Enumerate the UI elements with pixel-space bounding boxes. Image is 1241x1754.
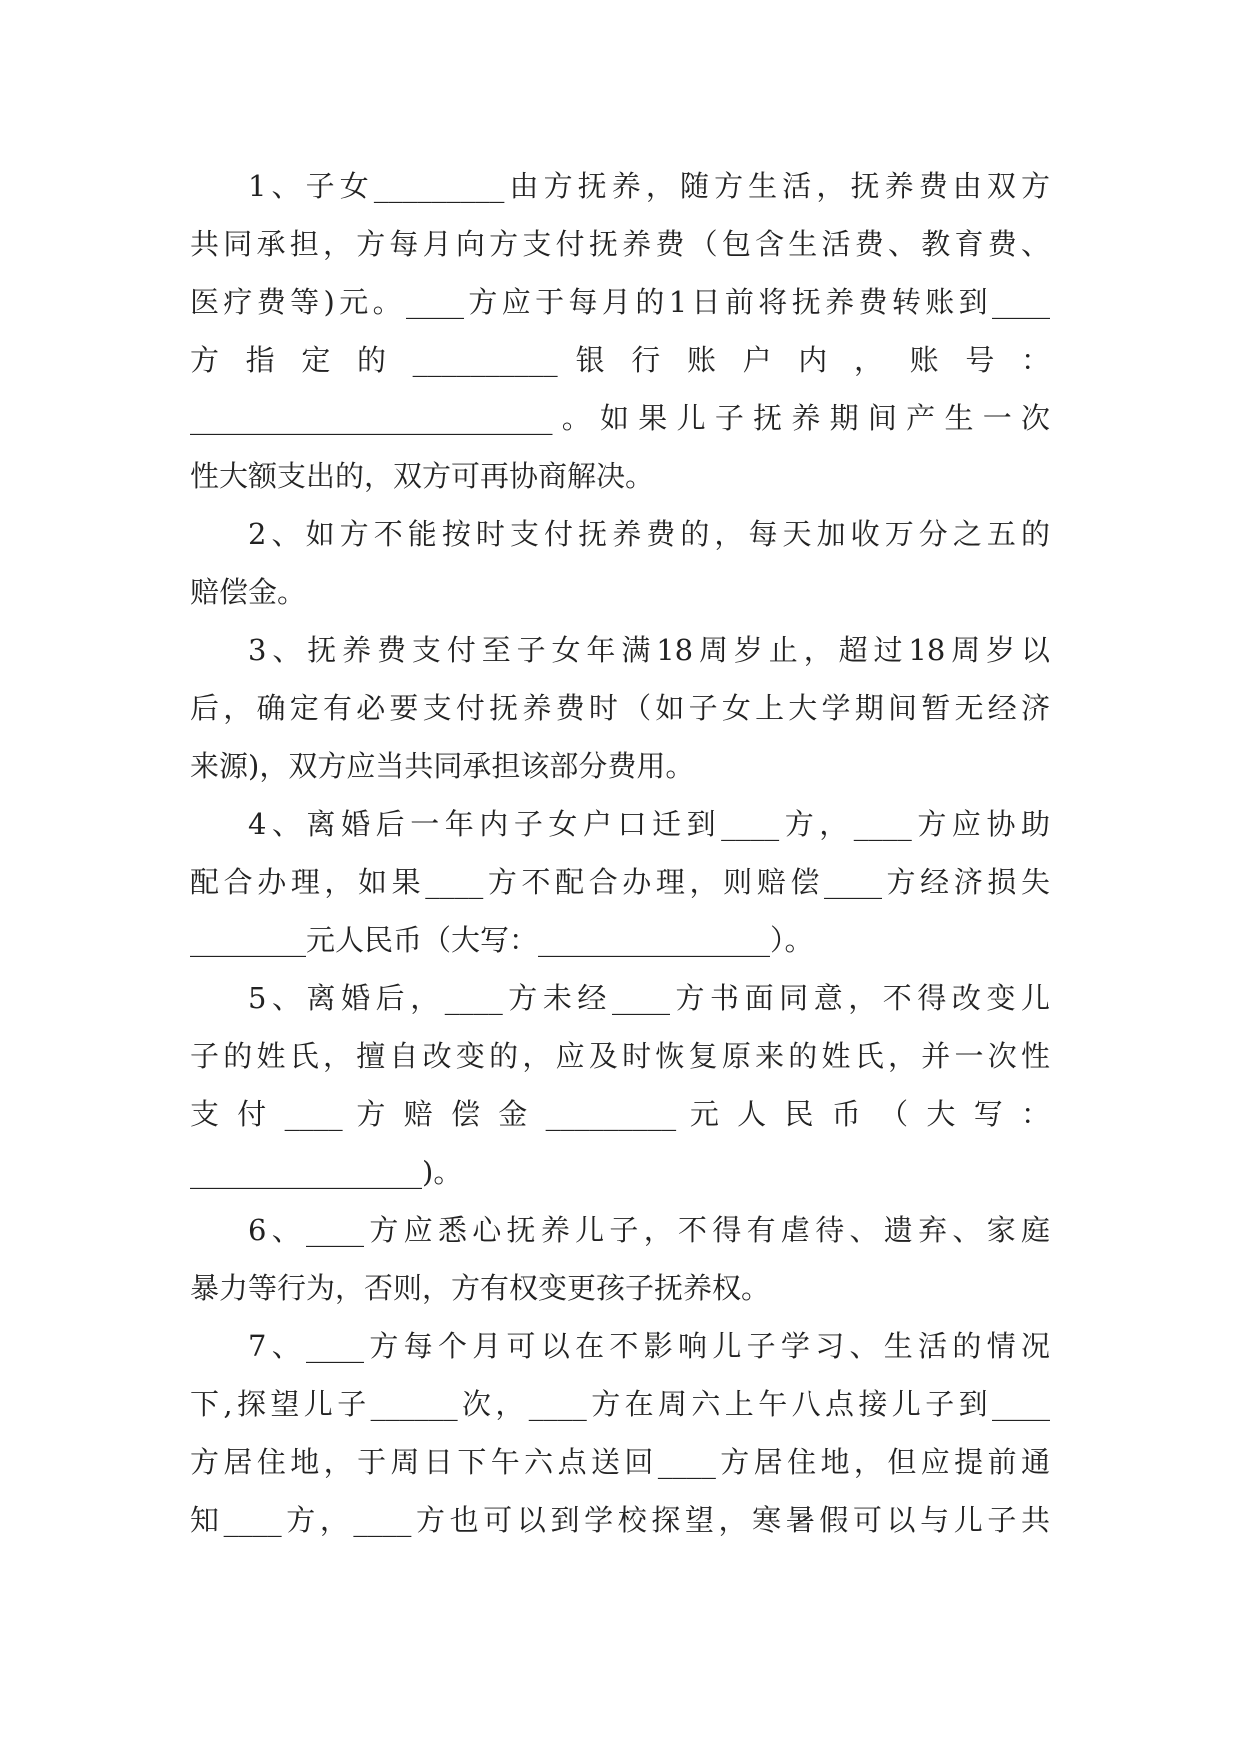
text-line: 方居住地，于周日下午六点送回____方居住地，但应提前通: [190, 1445, 1050, 1479]
text-line: 暴力等行为，否则，方有权变更孩子抚养权。: [190, 1271, 771, 1305]
text-line: ________元人民币（大写：________________）。: [190, 923, 814, 957]
text-line: 子的姓氏，擅自改变的，应及时恢复原来的姓氏，并一次性: [190, 1039, 1050, 1073]
text-line: 医疗费等)元。____方应于每月的1日前将抚养费转账到____: [190, 285, 1050, 319]
text-line: 5、离婚后，____方未经____方书面同意，不得改变儿: [248, 981, 1050, 1015]
text-line: 1、子女_________由方抚养，随方生活，抚养费由双方: [248, 169, 1050, 203]
text-line: 2、如方不能按时支付抚养费的，每天加收万分之五的: [248, 517, 1050, 551]
text-line: 共同承担，方每月向方支付抚养费（包含生活费、教育费、: [190, 227, 1050, 261]
text-line: 赔偿金。: [190, 575, 307, 609]
text-line: 方 指 定 的 __________ 银 行 账 户 内 ， 账 号 ：: [190, 343, 1050, 377]
text-line: 6、____方应悉心抚养儿子，不得有虐待、遗弃、家庭: [248, 1213, 1050, 1247]
text-line: 配合办理，如果____方不配合办理，则赔偿____方经济损失: [190, 865, 1050, 899]
text-line: 后，确定有必要支付抚养费时（如子女上大学期间暂无经济: [190, 691, 1050, 725]
text-line: 7、____方每个月可以在不影响儿子学习、生活的情况: [248, 1329, 1050, 1363]
text-line: ________________)。: [190, 1155, 463, 1189]
text-line: 性大额支出的，双方可再协商解决。: [190, 459, 655, 493]
text-line: 支 付 ____ 方 赔 偿 金 _________ 元 人 民 币 （ 大 写 ：: [190, 1097, 1050, 1131]
text-line: _________________________。如果儿子抚养期间产生一次: [190, 401, 1050, 435]
text-line: 3、抚养费支付至子女年满18周岁止，超过18周岁以: [248, 633, 1050, 667]
text-line: 知____方，____方也可以到学校探望，寒暑假可以与儿子共: [190, 1503, 1050, 1537]
text-line: 4、离婚后一年内子女户口迁到____方，____方应协助: [248, 807, 1050, 841]
text-line: 下,探望儿子______次，____方在周六上午八点接儿子到____: [190, 1387, 1050, 1421]
text-line: 来源)，双方应当共同承担该部分费用。: [190, 749, 695, 783]
